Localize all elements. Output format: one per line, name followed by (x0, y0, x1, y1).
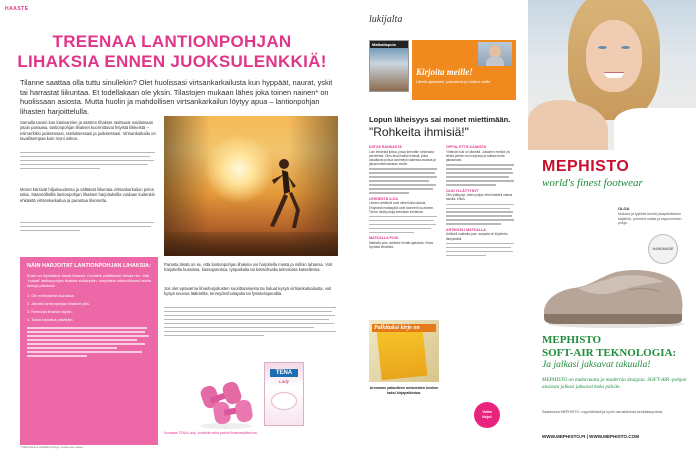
runner-silhouette (262, 156, 302, 236)
letters-heading (369, 115, 519, 140)
letter-2-text: Lehden artikkelit ovat olleet kiinnostavia. Erityisesti matkajutut ovat tuoneet iloa arkeen. Toivon lisää juttuja kotimaan kohteista. (369, 201, 435, 214)
editor-portrait (478, 42, 512, 66)
tena-pad (271, 392, 297, 410)
instruction-step-2: 2. Jännitä lantionpohjan lihakset ylös. (27, 301, 90, 306)
letter-3-text: Matkalla pois -artikkeli herätti ajatuksia. Kiitos hyvästä lehdestä. (369, 240, 434, 250)
headline (0, 32, 344, 72)
tena-package (264, 362, 304, 426)
instruction-box (20, 257, 158, 445)
letters-col-1 (369, 145, 439, 249)
tena-brand: TENA (270, 369, 298, 377)
letters-heading-line-2: "Rohkeita ihmisiä!" (369, 125, 469, 139)
ad-headline-line-1: MEPHISTO (542, 334, 602, 346)
body-text-col2: Parasta läsää on se, että lantionpohjan lihaksia voi harjoitella missä ja milloin tahansa. Voit harjoitella bussissa, kassajonossa, työpaikalla tai kotisohvalla televisiota katsellessa. (164, 262, 333, 273)
pink-dumbbells (196, 374, 256, 430)
magazine-cover (369, 40, 409, 92)
headline-line-2: LIHAKSIA ENNEN JUOKSULENKKIÄ! (17, 52, 327, 71)
ad-body: MEPHISTO on mukavuutta ja modernia designia. SOFT-AIR -pohjan ansiosta jalkasi jaksavat koko päivän. (542, 377, 687, 390)
instruction-step-3: 3. Rentouta lihakset täysin. (27, 310, 73, 315)
winner-badge: Palkituksi kirje on (372, 324, 436, 332)
instruction-step-4: 4. Toista harjoitus päivittäin. (27, 318, 74, 323)
letter-4-text: Yhteisön tuki on tärkeää. Jokainen meistä voi tehdä pienen teon arjessa ja auttaa muita jaksamaan. (446, 149, 510, 162)
left-page (0, 0, 344, 450)
product-name: OLGA (618, 206, 630, 211)
body-text-lines-col1 (20, 152, 157, 172)
letter-5-text: Olin yllättynyt, miten paljon lehti käsitteli arkisia asioita. Kiitos. (446, 193, 513, 202)
lead-paragraph: Tilanne saattaa olla tuttu sinullekin? Olet huolissasi virtsankarkailusta kun hyppäät, naurat, yskit tai harrastat liikuntaa. Et todellakaan ole yksin. Tilastojen mukaan lähes joka toinen nainen* on huolissaan asiosta. Mutta huolin ja mahdollisen virtsankarkailun löytyy apua – lantionpohjan lihasten harjoittelulla. (20, 78, 333, 116)
letter-6-text: Artikkeli matkalla pois -sarjasta oli kirjoitettu lämpimästi. (446, 232, 508, 241)
ground (164, 232, 338, 256)
book-cover (377, 326, 428, 381)
letters-heading-line-1: Lopun läheisyys sai monet miettimään. (369, 115, 511, 124)
runner-photo (164, 116, 338, 256)
promo-title: Kirjoita meille! (416, 67, 473, 77)
letter-6-title: ARTIKKELI MATKALLA (446, 227, 486, 232)
book-caption: Arvomme palautteen antaneiden kesken kaksi kirjapalkintoa. (369, 386, 439, 395)
body-text-col1b: Monet kärsivät hiljaisuudessa ja välttävät liikuntaa virtsankarkailun pelon takia. Säännöllisillä lantionpohjan lihasten harjoituksilla voidaan kuitenkin ehkäistä virtsankarkailua ja parantaa tilannetta. (20, 187, 156, 203)
mephisto-tagline: world's finest footwear (542, 177, 643, 189)
mephisto-logo: MEPHISTO (542, 158, 630, 175)
prize-sticker-text: Voita kirja! (482, 409, 492, 419)
book-photo (369, 320, 439, 382)
model-face (586, 20, 642, 92)
footnote: *Tutkimustulos sisältää kyselyyn vastanneet naiset. (20, 445, 84, 449)
ad-headline-line-2: SOFT-AIR TEKNOLOGIA: (542, 346, 677, 359)
promo-box (412, 40, 516, 100)
letter-5-title: OLIN YLLÄTTYNYT (446, 188, 479, 193)
ad-headline (542, 334, 692, 371)
handmade-seal-text: HANDMADE (652, 247, 674, 251)
middle-page (350, 0, 524, 450)
letter-2-title: LEHDESTÄ ILOA (369, 196, 398, 201)
column-title: lukijalta (369, 14, 403, 25)
magazine-label: Matkallapois (370, 41, 408, 48)
letter-3-title: MATKALLA POIS (369, 236, 399, 241)
letter-4-title: OPPIA, ETTÄ KAIKISTA (446, 145, 487, 149)
letter-1-text: Luin lehdestä juttua, jossa kerrottiin rohkeasta perheestä. Olen aina ihaillut ihmisiä, jotka uskaltavat puhua avoimesti vaikeista asioista ja jakaa kokemuksiaan muille. (369, 149, 436, 167)
model-shirt (614, 108, 696, 150)
ad-url[interactable]: WWW.MEPHISTO.FI | WWW.MEPHISTO.COM (542, 434, 640, 439)
section-tag: HAASTE (5, 6, 29, 12)
product-caption: Kuvassa TENA Lady -tuotteita sekä painot lihasharjoitteluun. (164, 431, 258, 435)
instruction-box-text: Ensin on löydettävä oikeat lihakset. Kuvittele pidättäväsi virtsaa niin, että "nostat" lantionpohjan lihaksia sisäänpäin. Harjoittele säännöllisesti useita kertoja päivässä. (27, 274, 151, 289)
letters-col-2 (446, 145, 516, 259)
body-text-lines-col1b (20, 222, 157, 234)
ad-contact: Saatavissa MEPHISTO -myymälöistä ja hyvin varustetuista kenkäkaupoista. (542, 410, 663, 414)
prize-sticker (474, 402, 500, 428)
product-text: Mukava ja tyylikäs kenkä jokapäiväiseen käyttöön, pehmeä nahka ja ergonominen pohja. (618, 212, 682, 225)
headline-line-1: TREENAA LANTIONPOHJAN (52, 32, 292, 51)
body-text-col2b: Jos olet epävarma lihasharjoitusten suorittamisesta tai haluat kysyä virtsankarkailusta, voit kysyä neuvoa lääkäriltä, terveydenhoitajalta tai fysioterapeutilta. (164, 286, 332, 297)
promo-text: Lähetä ajatuksesi, palautteesi ja vinkkisi meille. (416, 80, 492, 84)
ad-headline-line-3: Ja jalkasi jaksavat takuulla! (542, 359, 651, 370)
body-intro: Samalla tavoin kun käsivarsien ja säärten lihakset rasittuvat noidassaan jotain panaasa, lantionpohjan lihakset kuormittuvat fetyistä liikkeistä – esimerkiksi juoksessasi, rasituksessasi ja juoksiessasi. Virtsankarkailu on tavallisempaa kuin moni uskoo. (20, 120, 156, 142)
tena-label: Lady (279, 379, 289, 384)
body-text-lines-col2 (164, 307, 338, 339)
right-page-ad (528, 0, 696, 450)
shoe-image (538, 250, 688, 330)
letter-1-title: KIITOS RANKASTA (369, 145, 402, 149)
instruction-box-title: NÄIN HARJOITAT LANTIONPOHJAN LIHAKSIA: (27, 263, 151, 269)
model-portrait (528, 0, 696, 150)
instruction-step-1: 1. Ole melkoisesti rauhassa. (27, 293, 75, 298)
